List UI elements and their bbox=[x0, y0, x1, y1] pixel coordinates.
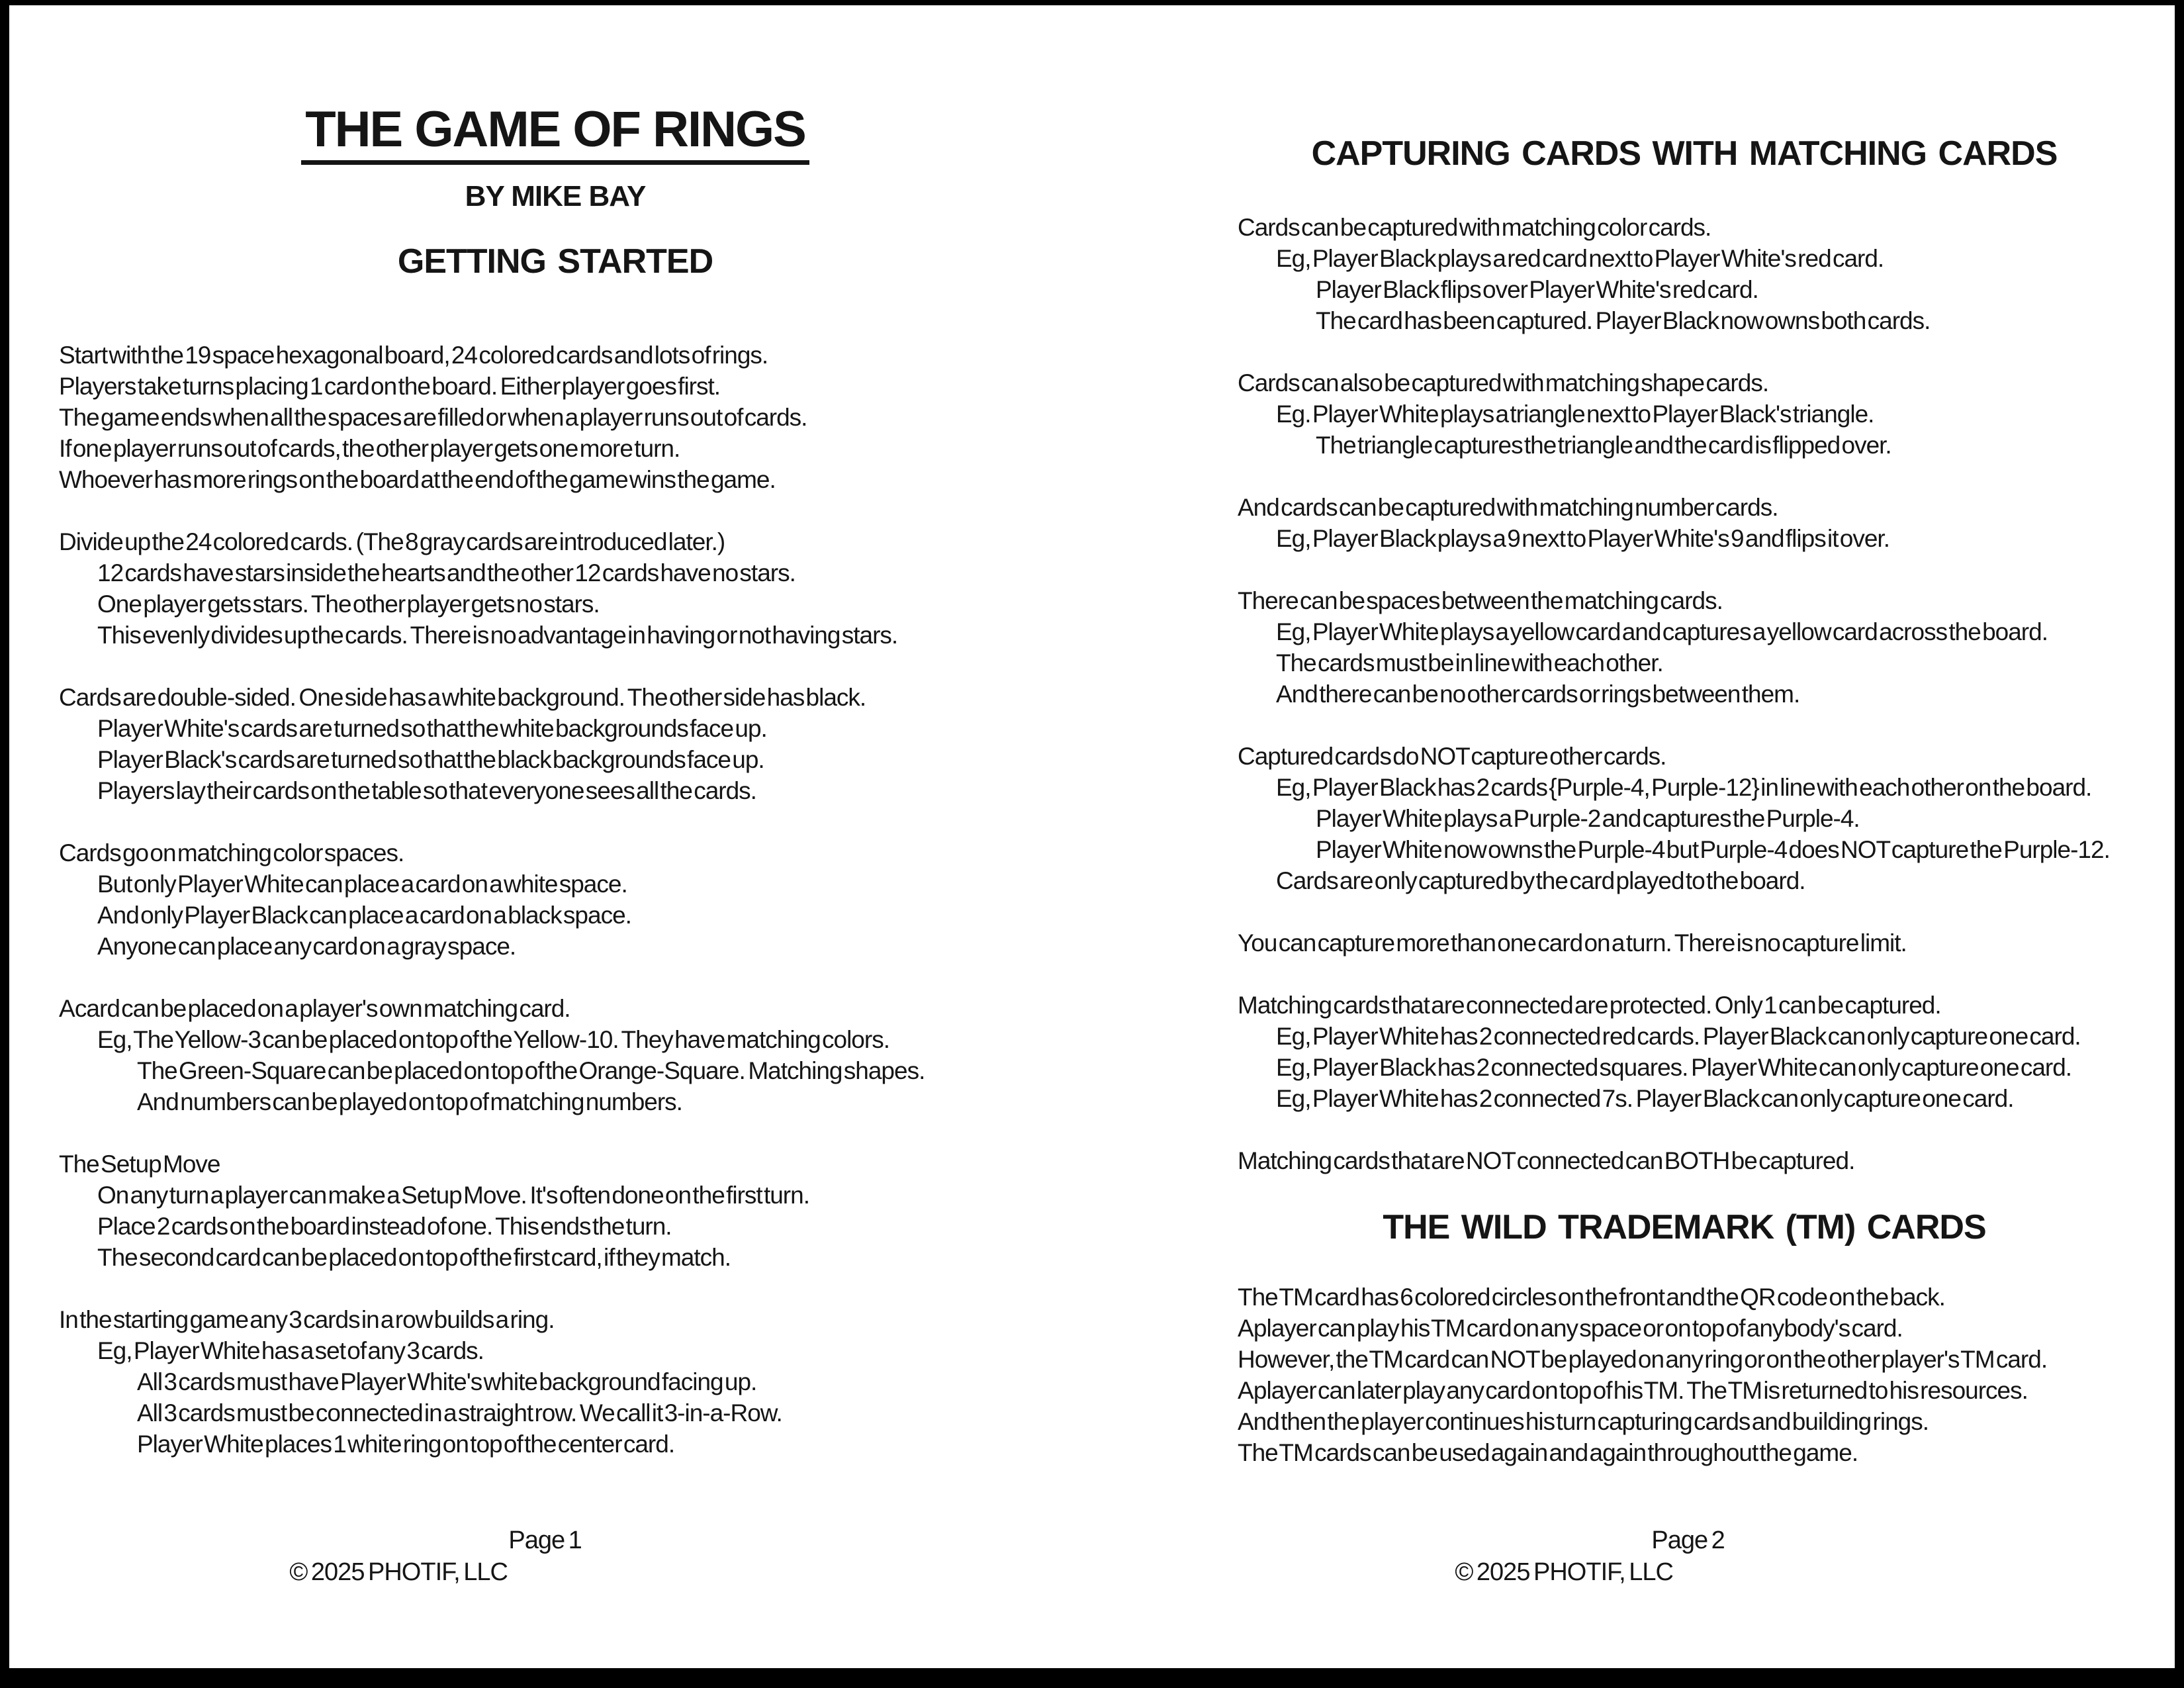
section-heading-capturing-cards: CAPTURING CARDS WITH MATCHING CARDS bbox=[1311, 134, 2058, 173]
text-line: The card has been captured. Player Black now owns both cards. bbox=[1316, 307, 1931, 334]
text-line: Player White's cards are turned so that the white backgrounds face up. bbox=[97, 715, 767, 742]
paragraph bbox=[1238, 1282, 2175, 1468]
text-line: This evenly divides up the cards. There is no advantage in having or not having stars. bbox=[97, 622, 898, 649]
text-line: But only Player White can place a card on a white space. bbox=[97, 870, 627, 898]
text-line: And then the player continues his turn capturing cards and building rings. bbox=[1238, 1408, 1929, 1435]
text-line: Players lay their cards on the table so that everyone sees all the cards. bbox=[97, 777, 756, 804]
text-line: One player gets stars. The other player gets no stars. bbox=[97, 590, 600, 618]
text-line: Eg, Player Black plays a 9 next to Player White's 9 and flips it over. bbox=[1276, 525, 1889, 552]
text-line: The TM card has 6 colored circles on the front and the QR code on the back. bbox=[1238, 1284, 1945, 1311]
text-line: Cards are only captured by the card played to the board. bbox=[1276, 867, 1805, 894]
copyright-notice: © 2025 PHOTIF, LLC bbox=[289, 1558, 508, 1586]
paragraph bbox=[1238, 927, 2175, 959]
text-line: In the starting game any 3 cards in a row builds a ring. bbox=[59, 1306, 555, 1333]
section-heading-wild-tm-cards: THE WILD TRADEMARK (TM) CARDS bbox=[1383, 1208, 1986, 1246]
text-line: And numbers can be played on top of matching numbers. bbox=[137, 1088, 682, 1115]
paragraph bbox=[59, 1304, 1187, 1460]
paragraph bbox=[1238, 1145, 2175, 1176]
text-line: Player Black flips over Player White's red card. bbox=[1316, 276, 1758, 303]
text-line: Cards can also be captured with matching shape cards. bbox=[1238, 369, 1769, 397]
paragraph bbox=[59, 682, 1187, 806]
text-line: Eg, Player White has a set of any 3 cards. bbox=[97, 1337, 484, 1364]
page-number: Page 1 bbox=[508, 1526, 582, 1554]
document-title-block bbox=[59, 101, 1052, 165]
text-line: All 3 cards must be connected in a straight row. We call it 3-in-a-Row. bbox=[137, 1399, 782, 1427]
text-line: Eg, Player White has 2 connected 7s. Player Black can only capture one card. bbox=[1276, 1085, 2014, 1112]
text-line: And only Player Black can place a card on a black space. bbox=[97, 902, 631, 929]
text-line: And cards can be captured with matching number cards. bbox=[1238, 494, 1778, 521]
copyright-notice: © 2025 PHOTIF, LLC bbox=[1455, 1558, 1673, 1586]
page-2-body-capturing bbox=[1238, 212, 2175, 1176]
text-line: Player White places 1 white ring on top of the center card. bbox=[137, 1430, 675, 1458]
document-title: THE GAME OF RINGS bbox=[301, 105, 809, 165]
text-line: A player can later play any card on top of his TM. The TM is returned to his resources. bbox=[1238, 1377, 2028, 1404]
text-line: All 3 cards must have Player White's white background facing up. bbox=[137, 1368, 757, 1395]
text-line: Eg, Player Black has 2 connected squares. Player White can only capture one card. bbox=[1276, 1054, 2072, 1081]
text-line: Cards are double-sided. One side has a white background. The other side has black. bbox=[59, 684, 866, 711]
page-2-footer bbox=[1238, 1493, 1725, 1620]
text-line: Player White now owns the Purple-4 but Purple-4 does NOT capture the Purple-12. bbox=[1316, 836, 2110, 863]
paragraph bbox=[59, 340, 1187, 495]
text-line: The Green-Square can be placed on top of the Orange-Square. Matching shapes. bbox=[137, 1057, 925, 1084]
paragraph bbox=[59, 837, 1187, 962]
text-line: There can be spaces between the matching cards. bbox=[1238, 587, 1723, 614]
byline: BY MIKE BAY bbox=[465, 180, 646, 212]
paragraph bbox=[59, 526, 1187, 651]
text-line: The TM cards can be used again and again throughout the game. bbox=[1238, 1439, 1858, 1466]
text-line: Start with the 19 space hexagonal board, 24 colored cards and lots of rings. bbox=[59, 342, 768, 369]
text-line: Anyone can place any card on a gray space. bbox=[97, 933, 516, 960]
text-line: Players take turns placing 1 card on the board. Either player goes first. bbox=[59, 373, 721, 400]
text-line: If one player runs out of cards, the other player gets one more turn. bbox=[59, 435, 680, 462]
text-line: A card can be placed on a player's own matching card. bbox=[59, 995, 570, 1022]
page-2 bbox=[1187, 5, 2175, 1668]
text-line: Eg, Player Black has 2 cards {Purple-4, Purple-12} in line with each other on the board. bbox=[1276, 774, 2092, 801]
text-line: The game ends when all the spaces are filled or when a player runs out of cards. bbox=[59, 404, 807, 431]
paragraph bbox=[1238, 741, 2175, 896]
text-line: Eg, Player White plays a yellow card and captures a yellow card across the board. bbox=[1276, 618, 2048, 645]
text-line: On any turn a player can make a Setup Move. It's often done on the first turn. bbox=[97, 1182, 809, 1209]
text-line: Eg, Player White has 2 connected red cards. Player Black can only capture one card. bbox=[1276, 1023, 2081, 1050]
text-line: A player can play his TM card on any space or on top of anybody's card. bbox=[1238, 1315, 1903, 1342]
page-2-body-wild-tm bbox=[1238, 1282, 2175, 1468]
page-1-footer bbox=[59, 1493, 582, 1620]
paragraph bbox=[1238, 585, 2175, 710]
text-line: Eg, The Yellow-3 can be placed on top of the Yellow-10. They have matching colors. bbox=[97, 1026, 889, 1053]
text-line: The cards must be in line with each other. bbox=[1276, 649, 1663, 677]
text-line: Player Black's cards are turned so that the black backgrounds face up. bbox=[97, 746, 764, 773]
text-line: Eg, Player Black plays a red card next to Player White's red card. bbox=[1276, 245, 1884, 272]
text-line: 12 cards have stars inside the hearts and the other 12 cards have no stars. bbox=[97, 559, 796, 586]
text-line: Eg. Player White plays a triangle next to Player Black's triangle. bbox=[1276, 400, 1874, 428]
text-line: However, the TM card can NOT be played on any ring or on the other player's TM card. bbox=[1238, 1346, 2048, 1373]
text-line: Captured cards do NOT capture other cards. bbox=[1238, 743, 1666, 770]
text-line: Divide up the 24 colored cards. (The 8 gray cards are introduced later.) bbox=[59, 528, 725, 555]
page-number: Page 2 bbox=[1651, 1526, 1725, 1554]
paragraph bbox=[59, 1149, 1187, 1273]
text-line: Matching cards that are connected are protected. Only 1 can be captured. bbox=[1238, 992, 1941, 1019]
paragraph bbox=[59, 993, 1187, 1117]
paragraph bbox=[1238, 212, 2175, 336]
page-1-body bbox=[59, 340, 1187, 1460]
text-line: The second card can be placed on top of the first card, if they match. bbox=[97, 1244, 731, 1271]
text-line: You can capture more than one card on a turn. There is no capture limit. bbox=[1238, 929, 1907, 957]
text-line: Whoever has more rings on the board at the end of the game wins the game. bbox=[59, 466, 776, 493]
text-line: Cards can be captured with matching color cards. bbox=[1238, 214, 1711, 241]
paragraph bbox=[1238, 492, 2175, 554]
text-line: The triangle captures the triangle and the card is flipped over. bbox=[1316, 432, 1891, 459]
section-heading-getting-started: GETTING STARTED bbox=[397, 242, 713, 281]
text-line: Cards go on matching color spaces. bbox=[59, 839, 404, 867]
text-line: Player White plays a Purple-2 and captures the Purple-4. bbox=[1316, 805, 1860, 832]
paragraph bbox=[1238, 990, 2175, 1114]
page-1 bbox=[9, 5, 1187, 1668]
text-line: And there can be no other cards or rings between them. bbox=[1276, 680, 1800, 708]
text-line: The Setup Move bbox=[59, 1150, 220, 1178]
paragraph bbox=[1238, 367, 2175, 461]
text-line: Matching cards that are NOT connected can BOTH be captured. bbox=[1238, 1147, 1855, 1174]
text-line: Place 2 cards on the board instead of one. This ends the turn. bbox=[97, 1213, 672, 1240]
